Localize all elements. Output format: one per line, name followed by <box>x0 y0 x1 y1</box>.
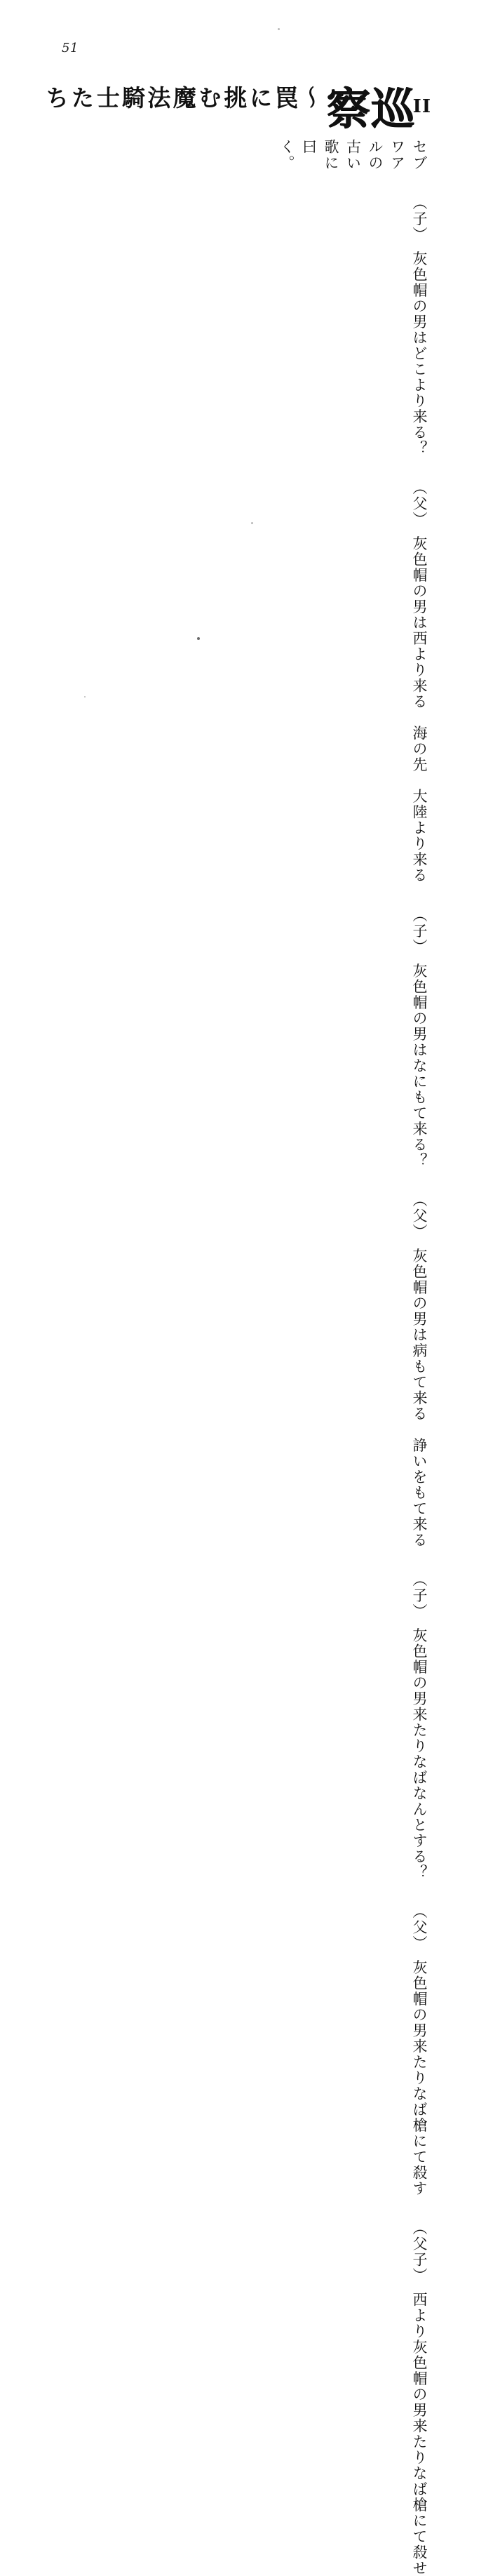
lead-sentence: セブワアルの古い歌に曰く。 <box>278 139 428 171</box>
song-line <box>409 1168 430 1548</box>
song-line-text: （父） 灰色帽の男は病もて来る 諍いをもて来る <box>411 1192 428 1548</box>
song-line-text: （父） 灰色帽の男は西より来る 海の先 大陸より来る <box>411 480 428 883</box>
song-line <box>409 1548 430 1881</box>
chapter-subtitle: ～罠に挑む魔法騎士たち <box>42 86 325 111</box>
page-number: 51 <box>62 41 79 55</box>
song-line <box>409 456 430 883</box>
song-line-text: （子） 灰色帽の男はなにもて来る？ <box>411 907 428 1168</box>
print-speck <box>251 522 253 524</box>
song-line <box>409 171 430 456</box>
song-line-text: （子） 灰色帽の男はどこより来る？ <box>411 195 428 456</box>
song-line <box>409 883 430 1168</box>
print-speck <box>197 637 200 640</box>
page-body <box>39 84 431 2576</box>
song-lines <box>404 171 430 2576</box>
song-line <box>409 1880 430 2196</box>
chapter-title: 巡察 <box>319 86 415 131</box>
song-line-text: （子） 灰色帽の男来たりなばなんとする？ <box>411 1571 428 1880</box>
chapter-number: II <box>412 96 431 117</box>
print-speck <box>278 28 280 30</box>
song-line-text: （父） 灰色帽の男来たりなば槍にて殺す <box>411 1904 428 2196</box>
chapter-heading <box>43 84 430 135</box>
song-line <box>409 2196 430 2576</box>
song-line-text: （父子） 西より灰色帽の男来たりなば槍にて殺せ <box>411 2220 428 2576</box>
print-speck <box>84 696 86 698</box>
